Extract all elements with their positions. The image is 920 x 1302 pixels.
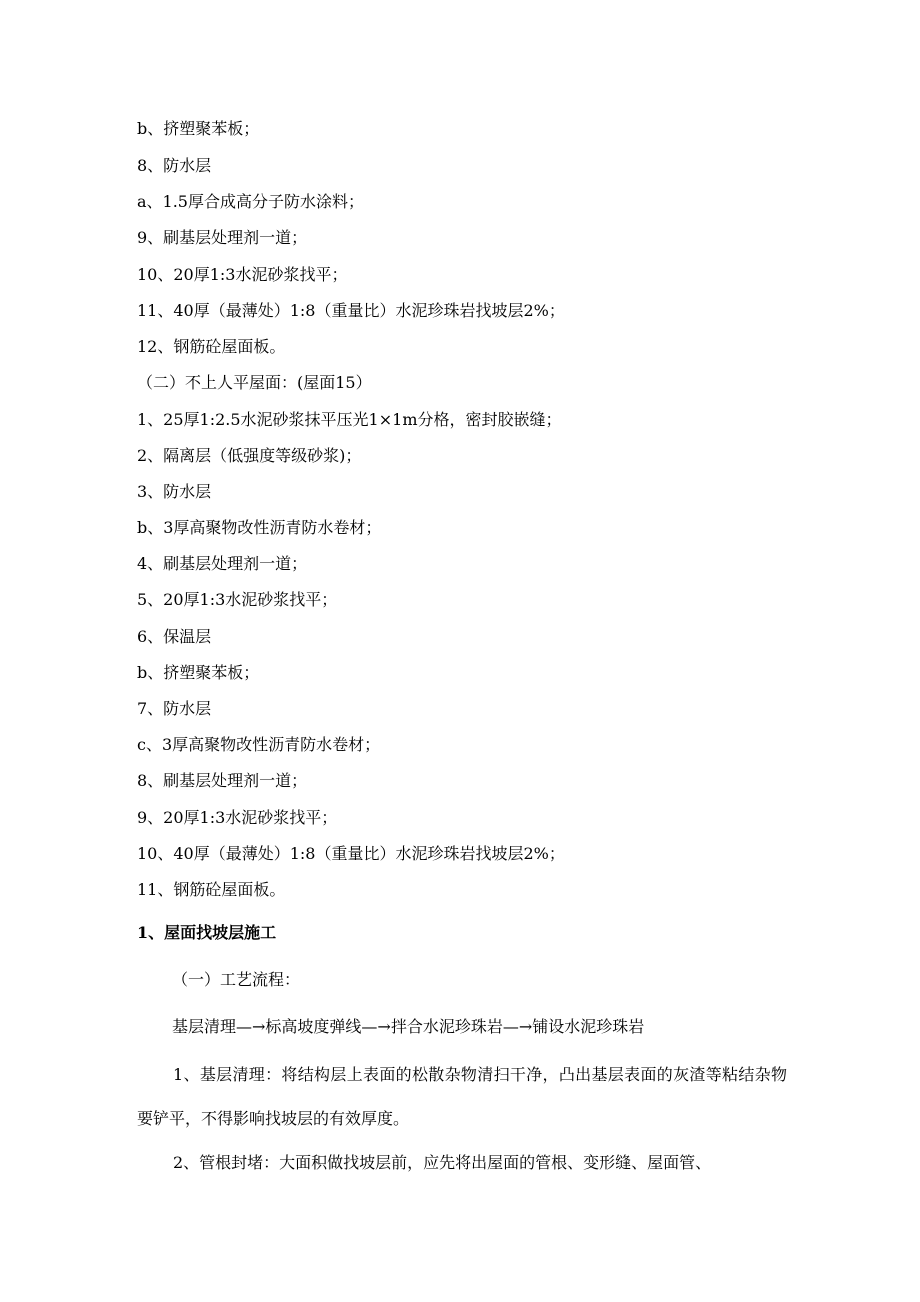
list-line: 2、隔离层（低强度等级砂浆)； (137, 446, 362, 465)
list-line: b、挤塑聚苯板； (137, 663, 260, 682)
list-line: 8、防水层 (137, 156, 212, 175)
list-line: 11、40厚（最薄处）1:8（重量比）水泥珍珠岩找坡层2%； (137, 301, 565, 320)
list-line: b、挤塑聚苯板； (137, 119, 260, 138)
section-heading: 1、屋面找坡层施工 (137, 923, 277, 942)
list-line: 10、20厚1:3水泥砂浆找平； (137, 265, 348, 284)
list-line: 10、40厚（最薄处）1:8（重量比）水泥珍珠岩找坡层2%； (137, 844, 565, 863)
list-line: 3、防水层 (137, 482, 212, 501)
list-line: 1、25厚1:2.5水泥砂浆抹平压光1×1m分格，密封胶嵌缝； (137, 410, 562, 429)
subsection-heading: （一）工艺流程： (172, 970, 301, 989)
list-line: 5、20厚1:3水泥砂浆找平； (137, 590, 338, 609)
list-line: （二）不上人平屋面：(屋面15） (137, 373, 372, 392)
list-line: 9、刷基层处理剂一道； (137, 228, 308, 247)
list-line: 6、保温层 (137, 627, 212, 646)
list-line: c、3厚高聚物改性沥青防水卷材； (137, 735, 381, 754)
list-line: b、3厚高聚物改性沥青防水卷材； (137, 518, 382, 537)
list-line: a、1.5厚合成高分子防水涂料； (137, 192, 364, 211)
list-line: 8、刷基层处理剂一道； (137, 771, 308, 790)
process-flow: 基层清理—→标高坡度弹线—→拌合水泥珍珠岩—→铺设水泥珍珠岩 (172, 1017, 645, 1036)
paragraph-substrate-cleaning: 1、基层清理：将结构层上表面的松散杂物清扫干净，凸出基层表面的灰渣等粘结杂物要铲平，不得影响找坡层的有效厚度。 (137, 1065, 787, 1128)
paragraph-pipe-sealing: 2、管根封堵：大面积做找坡层前，应先将出屋面的管根、变形缝、屋面管、 (173, 1153, 712, 1172)
list-line: 12、钢筋砼屋面板。 (137, 337, 286, 356)
list-line: 7、防水层 (137, 699, 212, 718)
list-line: 4、刷基层处理剂一道； (137, 554, 308, 573)
list-line: 9、20厚1:3水泥砂浆找平； (137, 808, 338, 827)
list-line: 11、钢筋砼屋面板。 (137, 880, 286, 899)
